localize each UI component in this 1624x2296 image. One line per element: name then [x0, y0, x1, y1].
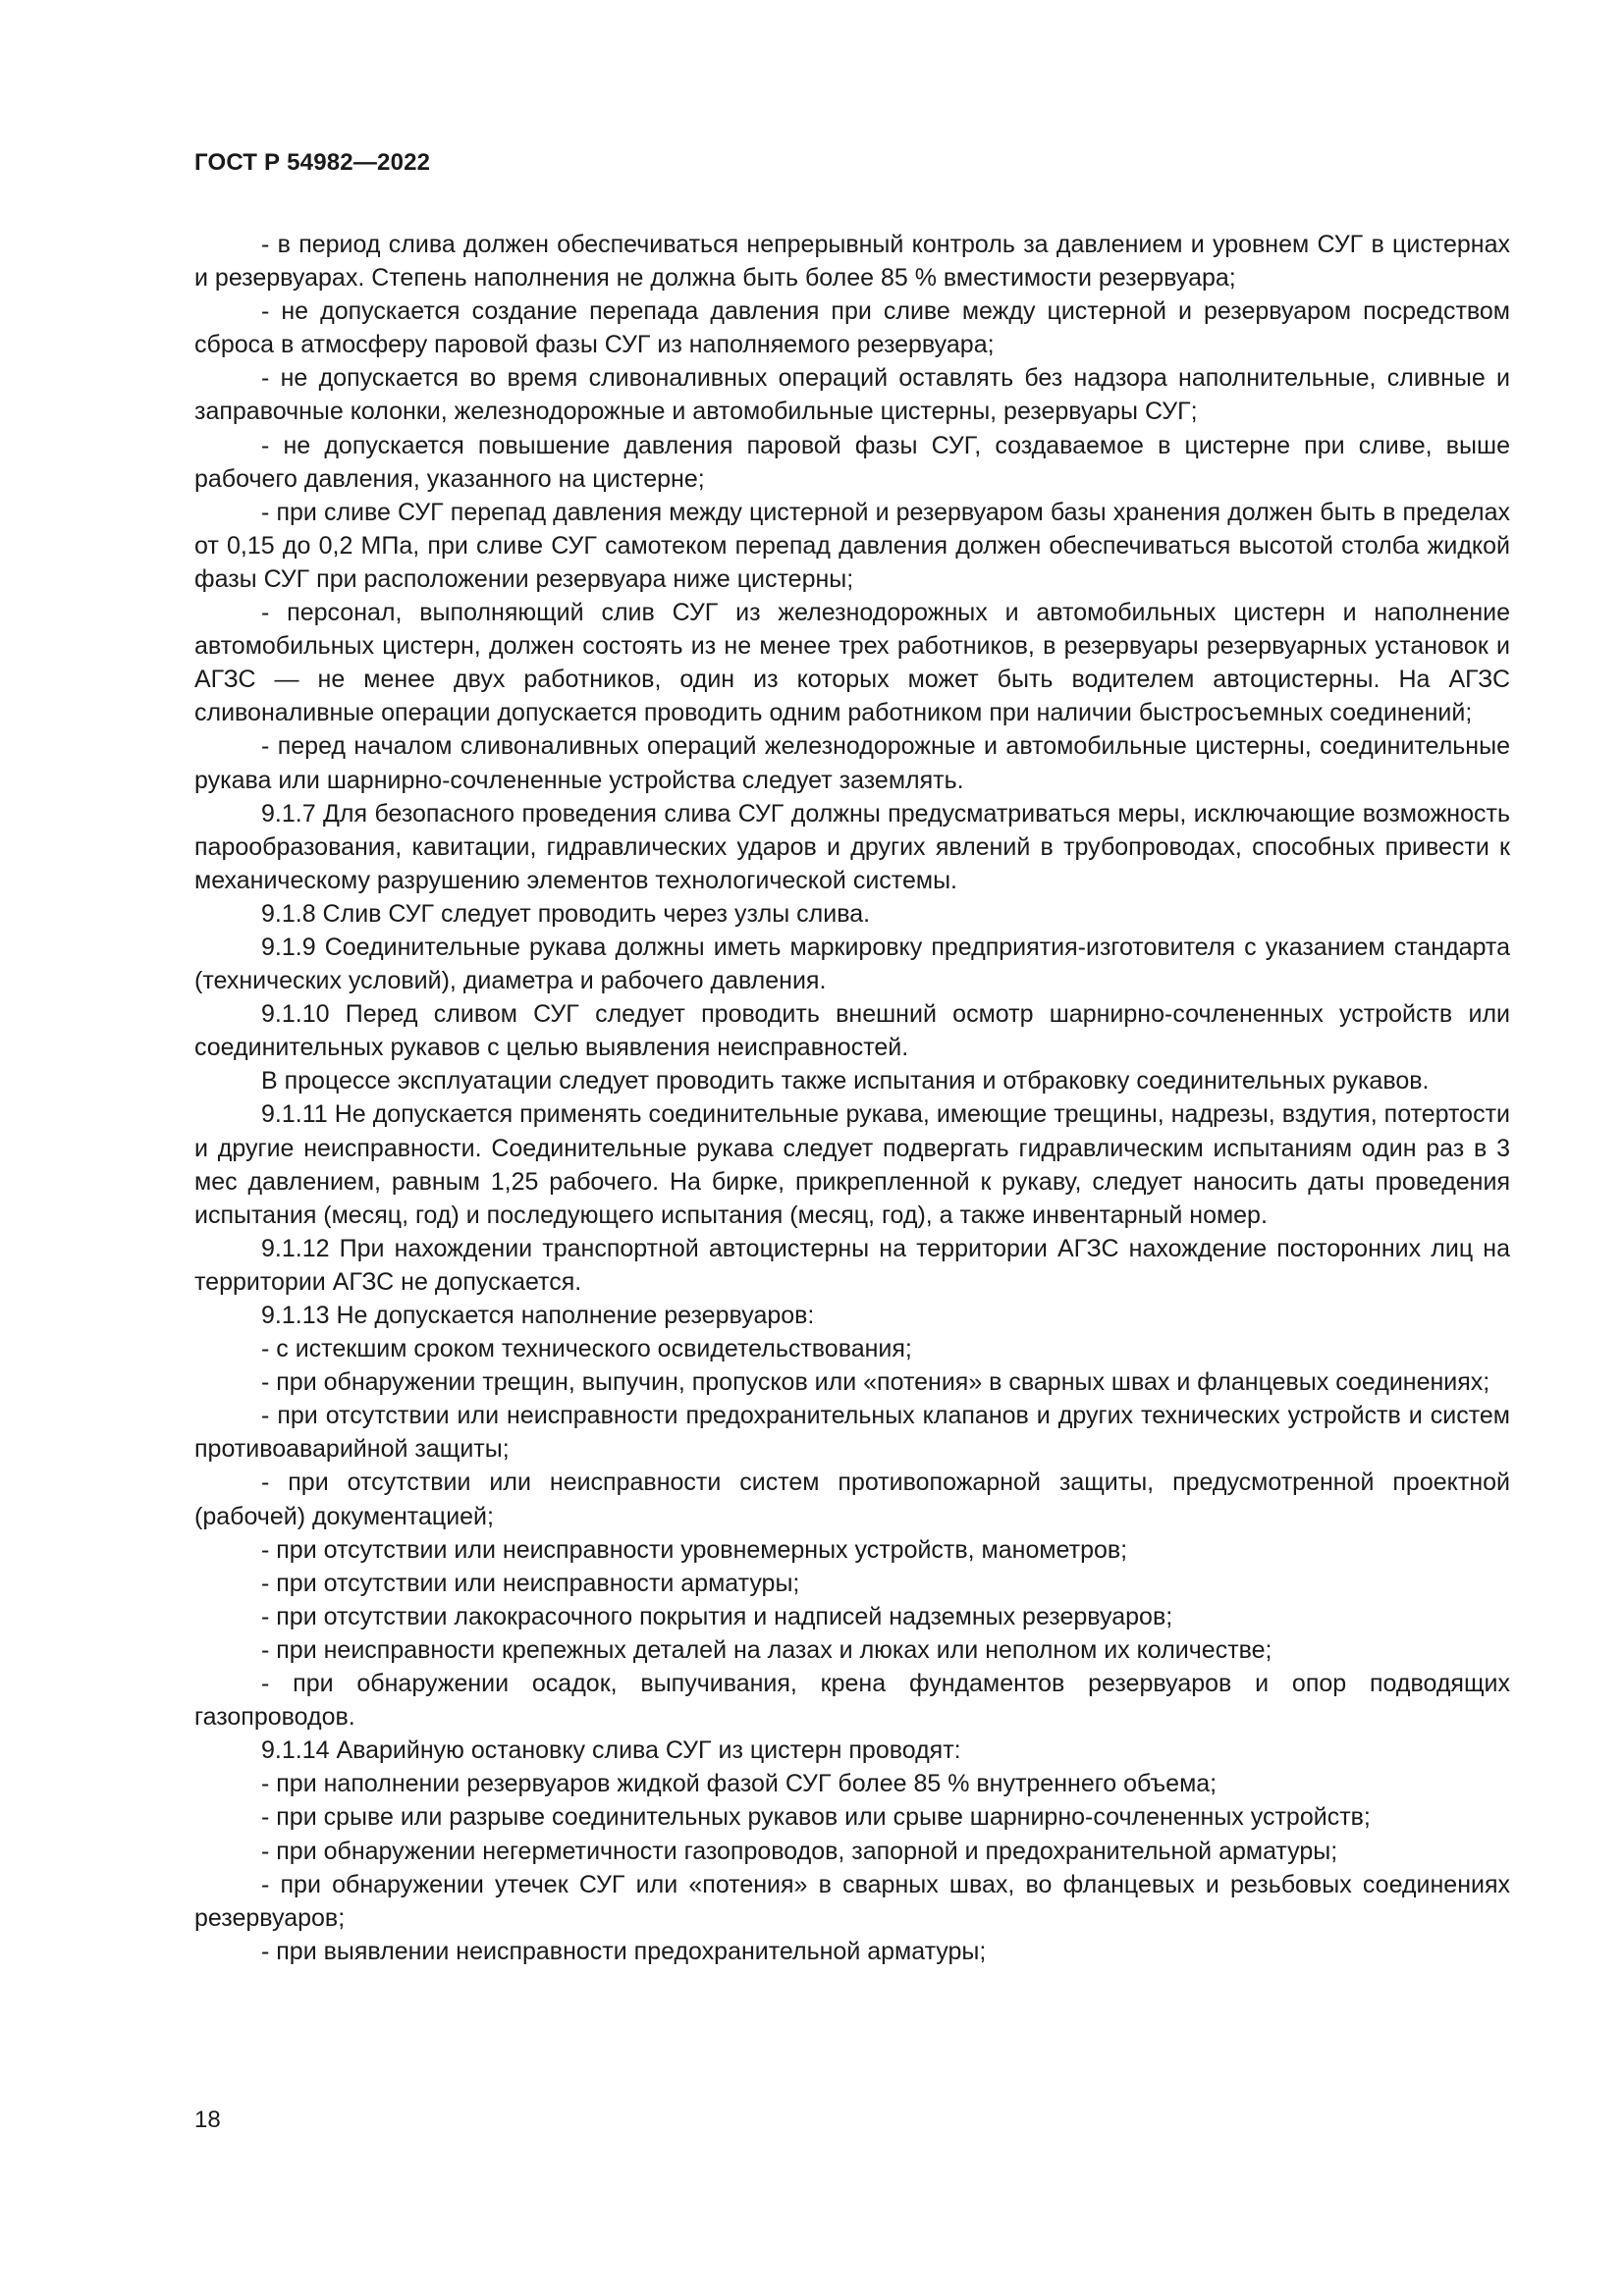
paragraph: 9.1.10 Перед сливом СУГ следует проводить внешний осмотр шарнирно-сочлененных устройств или соединительных рукавов с целью выявления неисправностей. [194, 1000, 1510, 1062]
paragraph: - при отсутствии лакокрасочного покрытия и надписей надземных резервуаров; [261, 1602, 1173, 1630]
paragraph: - с истекшим сроком технического освидетельствования; [261, 1335, 912, 1363]
paragraph: - при неисправности крепежных деталей на лазах и люках или неполном их количестве; [261, 1635, 1272, 1664]
paragraph: - при срыве или разрыве соединительных рукавов или срыве шарнирно-сочлененных устройств; [261, 1803, 1371, 1832]
paragraph: - при отсутствии или неисправности предохранительных клапанов и других технических устройств и систем противоаварийной защиты; [194, 1402, 1510, 1464]
paragraph: 9.1.7 Для безопасного проведения слива СУГ должны предусматриваться меры, исключающие возможность парообразования, кавитации, гидравлических ударов и других явлений в трубопроводах, способных привести к механическому разрушению элементов технологической системы. [194, 799, 1510, 894]
paragraph: - при обнаружении трещин, выпучин, пропусков или «потения» в сварных швах и фланцевых соединениях; [261, 1368, 1490, 1397]
paragraph: - при отсутствии или неисправности систем противопожарной защиты, предусмотренной проектной (рабочей) документацией; [194, 1468, 1510, 1530]
paragraph: 9.1.14 Аварийную остановку слива СУГ из цистерн проводят: [261, 1736, 961, 1765]
paragraph: - при отсутствии или неисправности арматуры; [261, 1569, 800, 1597]
paragraph: - при обнаружении негерметичности газопроводов, запорной и предохранительной арматуры; [261, 1837, 1338, 1865]
paragraph: 9.1.9 Соединительные рукава должны иметь маркировку предприятия-изготовителя с указанием стандарта (технических условий), диаметра и рабочего давления. [194, 933, 1510, 995]
paragraph: - не допускается создание перепада давления при сливе между цистерной и резервуаром посредством сброса в атмосферу паровой фазы СУГ из наполняемого резервуара; [194, 297, 1510, 359]
page-number: 18 [194, 2107, 221, 2133]
paragraph: - не допускается во время сливоналивных операций оставлять без надзора наполнительные, сливные и заправочные колонки, железнодорожные и автомобильные цистерны, резервуары СУГ; [194, 364, 1510, 426]
paragraph: 9.1.8 Слив СУГ следует проводить через узлы слива. [261, 899, 871, 928]
document-header: ГОСТ Р 54982—2022 [194, 149, 431, 176]
paragraph: - при обнаружении утечек СУГ или «потения» в сварных швах, во фланцевых и резьбовых соединениях резервуаров; [194, 1870, 1510, 1932]
paragraph: - в период слива должен обеспечиваться непрерывный контроль за давлением и уровнем СУГ в цистернах и резервуарах. Степень наполнения не должна быть более 85 % вместимости резервуара; [194, 231, 1510, 293]
paragraph: - при наполнении резервуаров жидкой фазой СУГ более 85 % внутреннего объема; [261, 1770, 1218, 1798]
paragraph: 9.1.12 При нахождении транспортной автоцистерны на территории АГЗС нахождение посторонних лиц на территории АГЗС не допускается. [194, 1234, 1510, 1296]
paragraph: 9.1.11 Не допускается применять соединительные рукава, имеющие трещины, надрезы, вздутия, потертости и другие неисправности. Соединительные рукава следует подвергать гидравлическим испытаниям один раз в 3 мес давлением, равным 1,25 рабочего. На бирке, прикрепленной к рукаву, следует наносить даты проведения испытания (месяц, год) и последующего испытания (месяц, год), а также инвентарный номер. [194, 1100, 1510, 1229]
paragraph: - при отсутствии или неисправности уровнемерных устройств, манометров; [261, 1535, 1128, 1564]
document-body [194, 228, 1510, 1968]
paragraph: - перед началом сливоналивных операций железнодорожные и автомобильные цистерны, соединительные рукава или шарнирно-сочлененные устройства следует заземлять. [194, 732, 1510, 794]
paragraph: - не допускается повышение давления паровой фазы СУГ, создаваемое в цистерне при сливе, выше рабочего давления, указанного на цистерне; [194, 431, 1510, 493]
paragraph: - при обнаружении осадок, выпучивания, крена фундаментов резервуаров и опор подводящих газопроводов. [194, 1670, 1510, 1732]
paragraph: - персонал, выполняющий слив СУГ из железнодорожных и автомобильных цистерн и наполнение автомобильных цистерн, должен состоять из не менее трех работников, в резервуары резервуарных установок и АГЗС — не менее двух работников, один из которых может быть водителем автоцистерны. На АГЗС сливоналивные операции допускается проводить одним работником при наличии быстросъемных соединений; [194, 599, 1510, 727]
paragraph: - при сливе СУГ перепад давления между цистерной и резервуаром базы хранения должен быть в пределах от 0,15 до 0,2 МПа, при сливе СУГ самотеком перепад давления должен обеспечиваться высотой столба жидкой фазы СУГ при расположении резервуара ниже цистерны; [194, 498, 1510, 593]
paragraph: 9.1.13 Не допускается наполнение резервуаров: [261, 1302, 815, 1329]
paragraph: В процессе эксплуатации следует проводить также испытания и отбраковку соединительных рукавов. [261, 1067, 1430, 1095]
paragraph: - при выявлении неисправности предохранительной арматуры; [261, 1937, 987, 1965]
